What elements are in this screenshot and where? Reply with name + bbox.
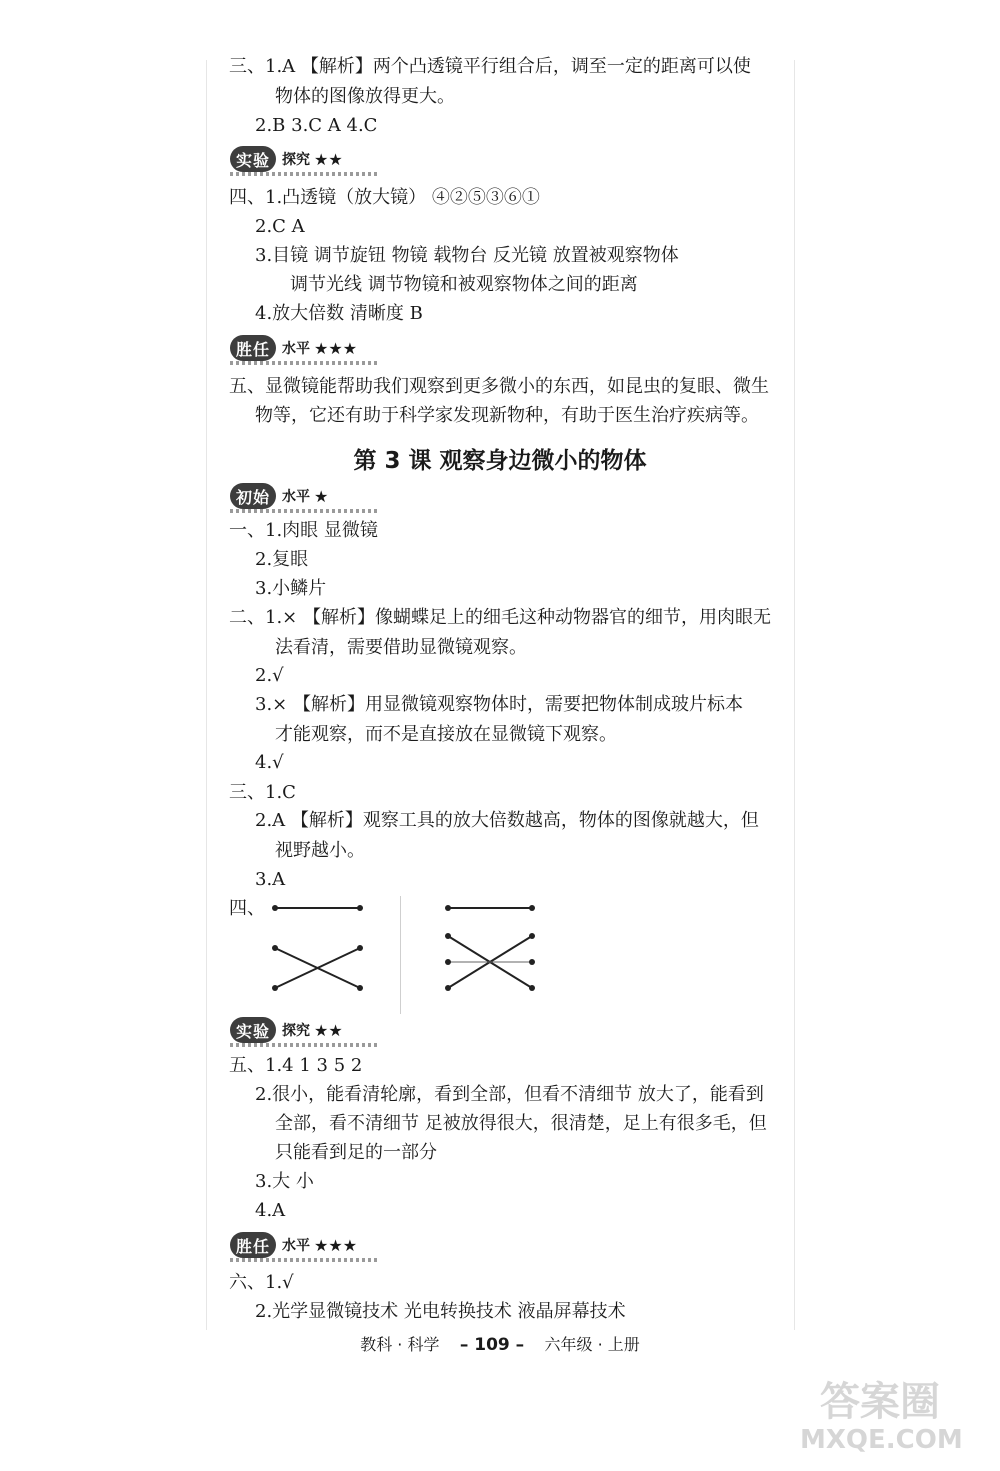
badge-label: 实验 — [230, 146, 276, 172]
l-answer-5-2-cont2: 只能看到足的一部分 — [275, 1142, 437, 1163]
badge-stars: ★★ — [314, 1020, 343, 1040]
l-answer-1-1: 一、1.肉眼 显微镜 — [229, 520, 378, 541]
badge-sub: 水平 — [282, 489, 311, 505]
l-answer-2-1-cont: 法看清，需要借助显微镜观察。 — [275, 637, 527, 658]
l-answer-5-3: 3.大 小 — [255, 1171, 314, 1192]
answer-3-1: 三、1.A 【解析】两个凸透镜平行组合后，调至一定的距离可以使 — [229, 56, 751, 77]
badge-stars: ★ — [314, 486, 329, 506]
badge-sub: 水平 — [282, 1238, 311, 1254]
l-answer-3-2-cont: 视野越小。 — [275, 840, 365, 861]
answer-4-3: 3.目镜 调节旋钮 物镜 载物台 反光镜 放置被观察物体 — [255, 245, 679, 266]
badge-competent-1 — [230, 333, 357, 363]
badge-experiment-1 — [230, 144, 343, 174]
badge-underline — [230, 509, 380, 513]
answer-4-1: 四、1.凸透镜（放大镜） ④②⑤③⑥① — [229, 187, 540, 208]
l-answer-2-2: 2.√ — [255, 665, 284, 686]
diagram-divider — [400, 896, 401, 1014]
l-answer-3-1: 三、1.C — [229, 782, 296, 803]
page-frame-right — [794, 60, 795, 1330]
l-answer-4-label: 四、 — [229, 898, 265, 919]
answer-3-rest: 2.B 3.C A 4.C — [255, 115, 378, 136]
badge-stars: ★★ — [314, 149, 343, 169]
l-answer-6-1: 六、1.√ — [229, 1272, 294, 1293]
page-frame-left — [206, 60, 207, 1330]
badge-sub: 水平 — [282, 341, 311, 357]
page-number: – 109 – — [459, 1335, 525, 1355]
footer-subject: 教科 · 科学 — [360, 1335, 440, 1354]
page-footer — [0, 1332, 1000, 1355]
l-answer-2-3-cont: 才能观察，而不是直接放在显微镜下观察。 — [275, 724, 617, 745]
l-answer-3-2: 2.A 【解析】观察工具的放大倍数越高，物体的图像就越大，但 — [255, 810, 759, 831]
badge-label: 胜任 — [230, 335, 276, 361]
matching-left — [272, 905, 363, 991]
badge-label: 初始 — [230, 483, 276, 509]
answer-5: 五、显微镜能帮助我们观察到更多微小的东西，如昆虫的复眼、微生 — [229, 376, 769, 397]
answer-3-1-cont: 物体的图像放得更大。 — [275, 86, 455, 107]
answer-4-2: 2.C A — [255, 216, 305, 237]
badge-underline — [230, 172, 380, 176]
watermark-logo: 答案圈 — [820, 1379, 940, 1425]
l-answer-5-4: 4.A — [255, 1200, 286, 1221]
badge-sub: 探究 — [282, 152, 311, 168]
l-answer-2-4: 4.√ — [255, 752, 284, 773]
answer-4-3-cont: 调节光线 调节物镜和被观察物体之间的距离 — [290, 274, 638, 295]
l-answer-6-2: 2.光学显微镜技术 光电转换技术 液晶屏幕技术 — [255, 1301, 626, 1322]
footer-grade: 六年级 · 上册 — [544, 1335, 640, 1354]
badge-underline — [230, 1258, 380, 1262]
matching-diagram — [260, 896, 550, 1006]
matching-right — [445, 905, 535, 991]
answer-4-4: 4.放大倍数 清晰度 B — [255, 303, 423, 324]
badge-underline — [230, 1043, 380, 1047]
l-answer-1-2: 2.复眼 — [255, 549, 309, 570]
l-answer-5-2: 2.很小，能看清轮廓，看到全部，但看不清细节 放大了，能看到 — [255, 1084, 764, 1105]
badge-stars: ★★★ — [314, 338, 358, 358]
badge-competent-2 — [230, 1230, 357, 1260]
l-answer-1-3: 3.小鳞片 — [255, 578, 327, 599]
badge-initial — [230, 481, 328, 511]
l-answer-2-1: 二、1.× 【解析】像蝴蝶足上的细毛这种动物器官的细节，用肉眼无 — [229, 607, 771, 628]
badge-label: 胜任 — [230, 1232, 276, 1258]
badge-stars: ★★★ — [314, 1235, 358, 1255]
l-answer-2-3: 3.× 【解析】用显微镜观察物体时，需要把物体制成玻片标本 — [255, 694, 743, 715]
watermark-url: MXQE.COM — [800, 1425, 963, 1455]
l-answer-5-1: 五、1.4 1 3 5 2 — [229, 1055, 363, 1076]
badge-sub: 探究 — [282, 1023, 311, 1039]
l-answer-5-2-cont1: 全部，看不清细节 足被放得很大，很清楚，足上有很多毛，但 — [275, 1113, 767, 1134]
answer-5-cont: 物等，它还有助于科学家发现新物种，有助于医生治疗疾病等。 — [255, 405, 759, 426]
badge-experiment-2 — [230, 1015, 343, 1045]
l-answer-3-3: 3.A — [255, 869, 286, 890]
badge-underline — [230, 361, 380, 365]
badge-label: 实验 — [230, 1017, 276, 1043]
lesson-title: 第 3 课 观察身边微小的物体 — [353, 448, 647, 474]
